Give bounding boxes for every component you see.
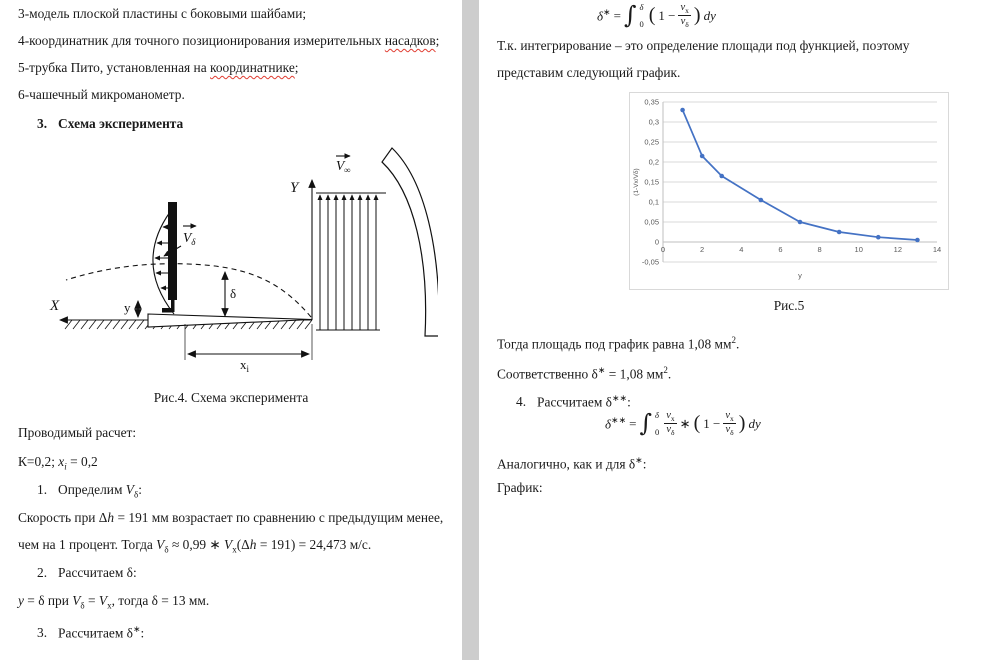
- text-run: δ: [730, 428, 734, 438]
- text-run: =: [613, 7, 621, 23]
- area-result-line: [497, 330, 994, 354]
- element: [89, 320, 96, 329]
- text-run: 1.: [37, 482, 48, 497]
- text-run: ∫: [623, 0, 637, 29]
- text-run: Рассчитаем δ:: [58, 565, 137, 580]
- y-axis-title: (1-Vx/Vδ): [633, 168, 640, 196]
- section-heading: [37, 114, 456, 134]
- text-run: x: [240, 357, 247, 372]
- tunnel-wall: [382, 148, 438, 336]
- text-run: 5-трубка Пито, установленная на: [18, 60, 210, 75]
- text-run: x: [685, 6, 689, 16]
- graph-line: [497, 478, 994, 498]
- text-run: ): [738, 411, 746, 434]
- text-run: Схема эксперимента: [58, 116, 184, 131]
- text-run: 2: [663, 365, 668, 375]
- text-run: v: [725, 424, 731, 436]
- text-run: Рис.4. Схема эксперимента: [153, 390, 309, 405]
- element: [666, 424, 674, 437]
- text-run: Рис.5: [773, 298, 805, 313]
- text-run: представим следующий график.: [497, 65, 681, 80]
- y-tick-label: 0,35: [644, 97, 659, 107]
- experiment-diagram: [28, 138, 438, 388]
- element: [105, 320, 112, 329]
- x-tick-label: 12: [893, 245, 903, 254]
- boundary-layer-edge: [66, 264, 311, 317]
- text-run: x: [232, 544, 237, 555]
- text-run: δ: [685, 20, 689, 30]
- text-run: :: [138, 482, 142, 497]
- figure5-caption: [629, 298, 949, 314]
- text-run: ∗: [133, 624, 141, 634]
- text-run: ∫: [639, 408, 652, 437]
- y-tick-label: 0,15: [644, 177, 659, 187]
- text-run: = δ при: [23, 593, 73, 608]
- x-tick-label: 8: [817, 245, 822, 254]
- text-run: 1 −: [703, 415, 721, 431]
- text-run: Аналогично, как и для δ: [497, 456, 636, 472]
- text-run: =: [84, 593, 99, 608]
- page-right[interactable]: [479, 0, 1000, 660]
- text-run: δ: [133, 489, 139, 500]
- text-run: ;: [435, 33, 440, 48]
- plate-wedge: [148, 314, 312, 327]
- text-run: ∗: [679, 415, 691, 431]
- fraction: [678, 2, 690, 29]
- text-run: 1 −: [658, 7, 676, 23]
- element: [121, 320, 128, 329]
- text-run: V: [336, 158, 345, 173]
- list-item-5: [18, 58, 456, 78]
- text-run: .: [735, 336, 740, 352]
- element: [137, 320, 144, 329]
- text-run: 3-модель плоской пластины с боковыми шайбами;: [18, 6, 307, 21]
- text-run: (: [648, 3, 656, 26]
- element: [664, 410, 676, 424]
- element: [97, 320, 104, 329]
- text-run: V: [125, 482, 134, 497]
- text-run: 3.: [37, 116, 48, 131]
- text-run: δ: [605, 416, 612, 432]
- series-marker: [798, 220, 803, 225]
- series-marker: [680, 108, 685, 113]
- text-run: δ: [639, 2, 644, 13]
- text-run: Соответственно δ: [497, 366, 598, 382]
- calc-intro: [18, 423, 456, 443]
- x-tick-label: 10: [854, 245, 863, 254]
- freestream-arrows: [320, 195, 376, 330]
- element: [113, 320, 120, 329]
- y-tick-label: 0,2: [648, 157, 659, 167]
- v-delta-label: [183, 230, 196, 247]
- list-item-6: [18, 85, 456, 105]
- text-run: i: [246, 364, 250, 374]
- element: [73, 320, 80, 329]
- element: [723, 410, 735, 424]
- x-tick-label: 4: [739, 245, 744, 254]
- text-run: 2: [731, 335, 736, 345]
- text-run: V: [224, 537, 233, 552]
- element: [81, 320, 88, 329]
- text-run: Рассчитаем δ: [58, 625, 133, 641]
- analog-line: [497, 450, 994, 474]
- text-run: v: [666, 410, 671, 421]
- text-run: dy: [748, 415, 761, 431]
- element: [297, 320, 304, 329]
- text-run: ≈ 0,99 ∗: [168, 537, 225, 552]
- text-run: Определим: [58, 482, 126, 497]
- x-axis-title: y: [798, 271, 802, 280]
- element: [289, 320, 296, 329]
- text-run: , тогда δ = 13 мм.: [111, 593, 210, 608]
- step4-line: [516, 388, 994, 412]
- text-run: ∗: [635, 455, 643, 465]
- text-run: δ: [597, 8, 604, 24]
- delta-star-result-line: [497, 360, 994, 384]
- delta-value-line: [18, 591, 456, 616]
- integration-note-line1: [497, 36, 994, 56]
- text-run: К=0,2;: [18, 454, 59, 469]
- text-run: =: [629, 415, 637, 431]
- text-run: 4-координатник для точного позиционирования измерительных: [18, 33, 385, 48]
- page-left[interactable]: [0, 0, 462, 660]
- text-run: 0: [655, 426, 660, 437]
- series-marker: [837, 230, 842, 235]
- figure5-chart: [629, 92, 949, 290]
- element: [305, 320, 312, 329]
- element: [597, 7, 611, 24]
- y-tick-label: 0,25: [644, 137, 659, 147]
- text-run: чем на 1 процент. Тогда: [18, 537, 157, 552]
- pitot-tip: [162, 308, 172, 313]
- x-tick-label: 2: [700, 245, 705, 254]
- speed-paragraph-line1: [18, 508, 456, 528]
- list-item-3: [18, 4, 456, 24]
- text-run: = 191 мм возрастает по сравнению с предыдущим менее,: [114, 510, 444, 525]
- series-marker: [759, 198, 764, 203]
- speed-paragraph-line2: [18, 535, 456, 560]
- text-run: График:: [497, 480, 543, 495]
- text-run: ∗: [603, 6, 611, 17]
- text-run: dy: [703, 7, 716, 23]
- step3-line: [37, 619, 456, 643]
- fraction: [723, 410, 735, 437]
- series-marker: [876, 235, 881, 240]
- text-run: 6-чашечный микроманометр.: [18, 87, 185, 102]
- formula-delta-double-star: [605, 410, 761, 437]
- y-dim-label: y: [124, 300, 131, 315]
- text-run: v: [666, 424, 672, 436]
- fraction: [664, 410, 676, 437]
- text-run: Проводимый расчет:: [18, 425, 137, 440]
- text-run: 4.: [516, 394, 527, 410]
- element: [639, 3, 643, 28]
- text-run: v: [680, 2, 686, 13]
- series-marker: [915, 238, 920, 243]
- y-tick-label: -0,05: [641, 257, 659, 267]
- series-marker: [719, 174, 724, 179]
- text-run: :: [140, 625, 145, 641]
- text-run: V: [72, 593, 81, 608]
- list-item-4: [18, 31, 456, 51]
- y-tick-label: 0: [654, 237, 659, 247]
- text-run: ): [693, 3, 701, 26]
- text-run: 0: [639, 18, 644, 29]
- text-run: (Δ: [236, 537, 250, 552]
- y-tick-label: 0,3: [648, 117, 659, 127]
- misspelled-word: координатнике: [210, 60, 295, 75]
- text-run: δ: [671, 428, 675, 438]
- text-run: δ: [191, 237, 196, 247]
- text-run: δ: [655, 410, 659, 421]
- text-run: 2.: [37, 565, 48, 580]
- y-tick-label: 0,05: [644, 217, 659, 227]
- text-run: :: [642, 456, 647, 472]
- element: [605, 415, 626, 432]
- text-run: = 1,08 мм: [605, 366, 664, 382]
- text-run: = 191) = 24,473 м/с.: [256, 537, 372, 552]
- text-run: Т.к. интегрирование – это определение площади под функцией, поэтому: [497, 38, 910, 53]
- element: [678, 2, 690, 16]
- text-run: V: [183, 230, 192, 245]
- text-run: x: [58, 454, 65, 469]
- text-run: (: [693, 411, 701, 434]
- text-run: Рассчитаем δ: [537, 394, 612, 410]
- step2-line: [37, 563, 456, 583]
- step1-line: [37, 480, 456, 505]
- text-run: ∗∗: [611, 414, 627, 425]
- delta-dim-label: δ: [230, 286, 237, 301]
- text-run: 3.: [37, 625, 48, 641]
- element: [65, 320, 72, 329]
- figure4-caption: [0, 390, 462, 406]
- text-run: v: [725, 410, 731, 421]
- text-run: δ: [164, 544, 169, 555]
- x-tick-label: 6: [778, 245, 783, 254]
- element: [129, 320, 136, 329]
- text-run: x: [107, 600, 112, 611]
- text-run: h: [107, 510, 115, 525]
- text-run: ∗: [597, 365, 606, 375]
- text-run: x: [730, 414, 734, 424]
- series-marker: [700, 154, 705, 159]
- text-run: v: [680, 16, 686, 28]
- text-run: ;: [294, 60, 299, 75]
- element: [681, 16, 689, 29]
- text-run: V: [156, 537, 165, 552]
- x-axis-label: X: [50, 298, 60, 314]
- y-tick-label: 0,1: [648, 197, 659, 207]
- x-tick-label: 14: [932, 245, 942, 254]
- element: [655, 411, 659, 436]
- text-run: δ: [80, 600, 85, 611]
- misspelled-word: насадков: [384, 33, 436, 48]
- text-run: y: [18, 593, 24, 608]
- text-run: x: [670, 414, 675, 424]
- formula-delta-star: [597, 2, 716, 29]
- k-parameters-line: [18, 452, 456, 477]
- element: [725, 424, 733, 437]
- text-run: = 0,2: [66, 454, 98, 469]
- text-run: h: [249, 537, 257, 552]
- x-tick-label: 0: [660, 245, 666, 254]
- xi-dim-label: [240, 357, 250, 374]
- text-run: ∗∗: [612, 393, 628, 403]
- text-run: Скорость при Δ: [18, 510, 108, 525]
- text-run: :: [627, 394, 631, 410]
- v-inf-label: [336, 158, 351, 175]
- integration-note-line2: [497, 63, 994, 83]
- text-run: i: [64, 461, 67, 472]
- text-run: Тогда площадь под график равна 1,08 мм: [497, 336, 732, 352]
- text-run: .: [667, 366, 672, 382]
- y-axis-label: Y: [290, 180, 299, 196]
- text-run: ∞: [344, 165, 351, 175]
- text-run: V: [98, 593, 108, 608]
